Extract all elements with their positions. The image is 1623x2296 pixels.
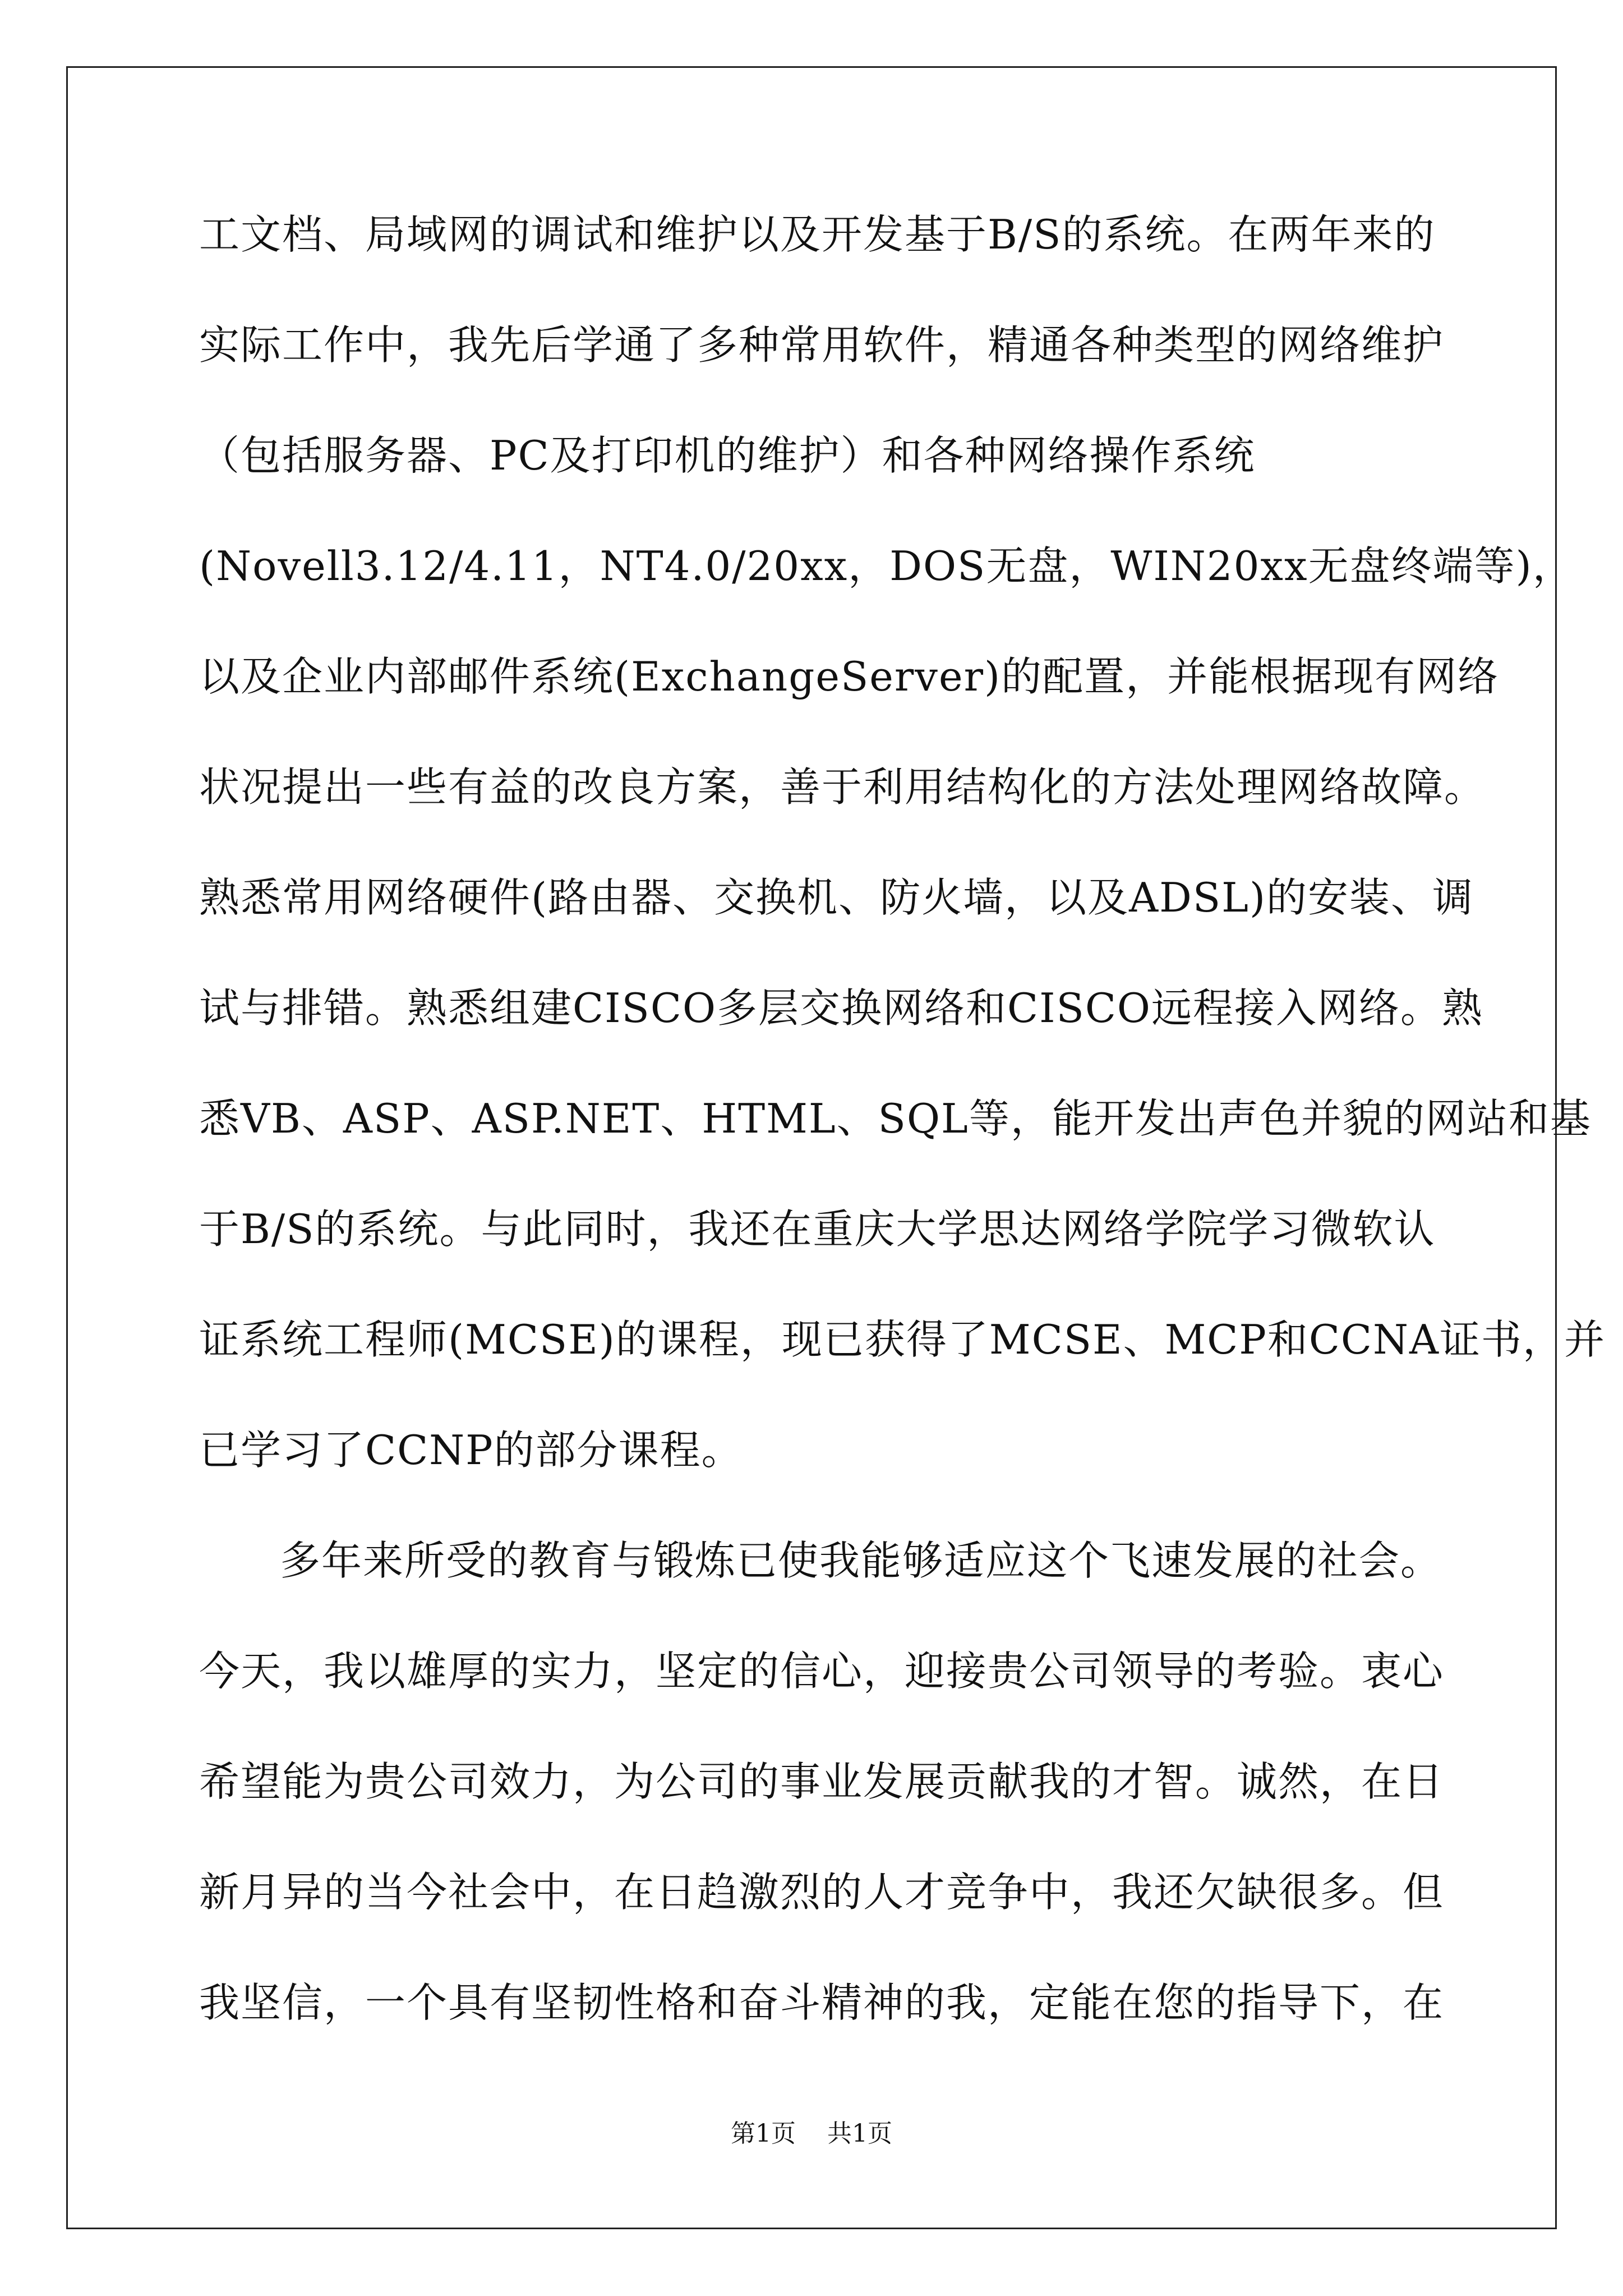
text-line: 证系统工程师(MCSE)的课程，现已获得了MCSE、MCP和CCNA证书，并 (199, 1316, 1606, 1363)
text-line: 我坚信，一个具有坚韧性格和奋斗精神的我，定能在您的指导下，在 (199, 1979, 1445, 2026)
page-number-total: 共1页 (827, 2119, 892, 2148)
text-line: 熟悉常用网络硬件(路由器、交换机、防火墙，以及ADSL)的安装、调 (199, 874, 1474, 921)
page-number-current: 第1页 (731, 2119, 796, 2148)
text-line: 工文档、局域网的调试和维护以及开发基于B/S的系统。在两年来的 (199, 211, 1436, 258)
text-line: 实际工作中，我先后学通了多种常用软件，精通各种类型的网络维护 (199, 321, 1445, 369)
text-line: 于B/S的系统。与此同时，我还在重庆大学思达网络学院学习微软认 (199, 1205, 1436, 1253)
text-line: 已学习了CCNP的部分课程。 (199, 1427, 743, 1474)
text-line: 新月异的当今社会中，在日趋激烈的人才竞争中，我还欠缺很多。但 (199, 1869, 1445, 1916)
text-line: 希望能为贵公司效力，为公司的事业发展贡献我的才智。诚然，在日 (199, 1758, 1445, 1805)
page-footer (0, 2118, 1623, 2150)
text-line: 今天，我以雄厚的实力，坚定的信心，迎接贵公司领导的考验。衷心 (199, 1648, 1445, 1695)
text-line: 试与排错。熟悉组建CISCO多层交换网络和CISCO远程接入网络。熟 (199, 984, 1483, 1032)
text-line: 状况提出一些有益的改良方案，善于利用结构化的方法处理网络故障。 (199, 763, 1486, 811)
paragraph-first-line: 多年来所受的教育与锻炼已使我能够适应这个飞速发展的社会。 (280, 1537, 1442, 1584)
text-line: （包括服务器、PC及打印机的维护）和各种网络操作系统 (199, 432, 1256, 479)
text-line: 悉VB、ASP、ASP.NET、HTML、SQL等，能开发出声色并貌的网站和基 (199, 1095, 1592, 1142)
text-line: (Novell3.12/4.11，NT4.0/20xx，DOS无盘，WIN20xx无盘终端等)， (199, 542, 1574, 590)
text-line: 以及企业内部邮件系统(ExchangeServer)的配置，并能根据现有网络 (199, 653, 1500, 700)
